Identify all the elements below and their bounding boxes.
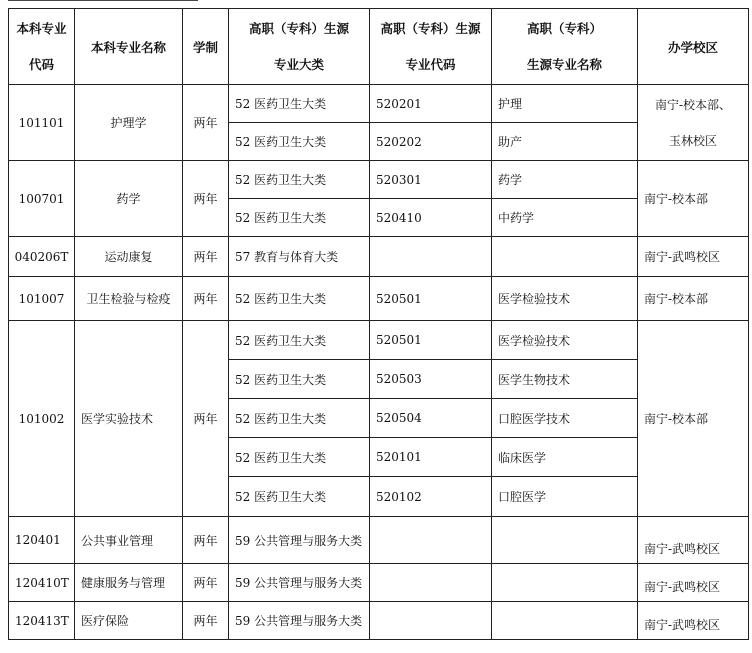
source-name-cell xyxy=(492,602,638,640)
program-code-cell: 100701 xyxy=(9,161,75,237)
duration-cell: 两年 xyxy=(183,321,229,517)
source-name-cell: 口腔医学 xyxy=(492,477,638,517)
program-code-cell: 040206T xyxy=(9,237,75,277)
source-name-cell: 口腔医学技术 xyxy=(492,399,638,438)
program-code-cell: 101002 xyxy=(9,321,75,517)
source-name-cell: 药学 xyxy=(492,161,638,199)
category-cell: 52 医药卫生大类 xyxy=(229,85,370,123)
table-row xyxy=(9,321,749,360)
source-code-cell xyxy=(370,517,492,564)
program-name-cell: 健康服务与管理 xyxy=(75,564,183,602)
program-name-cell: 护理学 xyxy=(75,85,183,161)
campus-line: 南宁-武鸣校区 xyxy=(644,580,721,594)
source-code-cell: 520101 xyxy=(370,438,492,477)
campus-cell xyxy=(638,564,749,602)
category-cell: 59 公共管理与服务大类 xyxy=(229,564,370,602)
program-name-cell: 药学 xyxy=(75,161,183,237)
duration-cell: 两年 xyxy=(183,237,229,277)
category-cell: 52 医药卫生大类 xyxy=(229,161,370,199)
campus-line: 南宁-武鸣校区 xyxy=(644,250,721,264)
duration-cell: 两年 xyxy=(183,602,229,640)
program-name-cell: 运动康复 xyxy=(75,237,183,277)
campus-cell xyxy=(638,321,749,517)
source-code-cell: 520501 xyxy=(370,277,492,321)
category-cell: 52 医药卫生大类 xyxy=(229,277,370,321)
duration-cell: 两年 xyxy=(183,277,229,321)
source-code-cell: 520202 xyxy=(370,123,492,161)
campus-cell xyxy=(638,85,749,161)
source-name-cell: 助产 xyxy=(492,123,638,161)
source-name-cell: 中药学 xyxy=(492,199,638,237)
program-code-cell: 120401 xyxy=(9,517,75,564)
category-cell: 52 医药卫生大类 xyxy=(229,360,370,399)
header-source-code: 高职（专科）生源 专业代码 xyxy=(370,9,492,85)
source-name-cell xyxy=(492,517,638,564)
source-name-cell: 医学检验技术 xyxy=(492,321,638,360)
duration-cell: 两年 xyxy=(183,161,229,237)
campus-line: 南宁-校本部 xyxy=(644,292,709,306)
category-cell: 59 公共管理与服务大类 xyxy=(229,517,370,564)
table-row xyxy=(9,564,749,602)
table-row xyxy=(9,602,749,640)
category-cell: 52 医药卫生大类 xyxy=(229,123,370,161)
campus-line: 南宁-校本部 xyxy=(644,192,709,206)
category-cell: 52 医药卫生大类 xyxy=(229,321,370,360)
source-code-cell: 520503 xyxy=(370,360,492,399)
category-cell: 59 公共管理与服务大类 xyxy=(229,602,370,640)
source-code-cell xyxy=(370,564,492,602)
source-name-cell: 临床医学 xyxy=(492,438,638,477)
campus-cell xyxy=(638,602,749,640)
top-rule xyxy=(8,0,198,3)
header-code: 本科专业 代码 xyxy=(9,9,75,85)
table-row xyxy=(9,277,749,321)
table-row xyxy=(9,85,749,123)
category-cell: 52 医药卫生大类 xyxy=(229,399,370,438)
campus-line: 玉林校区 xyxy=(668,133,717,148)
program-name-cell: 医学实验技术 xyxy=(75,321,183,517)
header-name: 本科专业名称 xyxy=(75,9,183,85)
duration-cell: 两年 xyxy=(183,564,229,602)
program-name-cell: 卫生检验与检疫 xyxy=(75,277,183,321)
source-code-cell: 520504 xyxy=(370,399,492,438)
header-category: 高职（专科）生源 专业大类 xyxy=(229,9,370,85)
category-cell: 52 医药卫生大类 xyxy=(229,199,370,237)
category-cell: 52 医药卫生大类 xyxy=(229,438,370,477)
source-name-cell: 医学检验技术 xyxy=(492,277,638,321)
campus-line: 南宁-校本部 xyxy=(644,412,709,426)
program-table xyxy=(8,8,749,640)
source-code-cell xyxy=(370,602,492,640)
source-name-cell: 医学生物技术 xyxy=(492,360,638,399)
source-name-cell xyxy=(492,237,638,277)
campus-line: 南宁-武鸣校区 xyxy=(644,618,721,632)
program-code-cell: 101007 xyxy=(9,277,75,321)
source-name-cell: 护理 xyxy=(492,85,638,123)
source-code-cell: 520102 xyxy=(370,477,492,517)
campus-cell xyxy=(638,517,749,564)
source-code-cell xyxy=(370,237,492,277)
header-duration: 学制 xyxy=(183,9,229,85)
program-code-cell: 120413T xyxy=(9,602,75,640)
source-code-cell: 520501 xyxy=(370,321,492,360)
table-row xyxy=(9,161,749,199)
category-cell: 57 教育与体育大类 xyxy=(229,237,370,277)
program-code-cell: 101101 xyxy=(9,85,75,161)
header-source-name: 高职（专科） 生源专业名称 xyxy=(492,9,638,85)
source-code-cell: 520410 xyxy=(370,199,492,237)
category-cell: 52 医药卫生大类 xyxy=(229,477,370,517)
header-row xyxy=(9,9,749,85)
campus-cell xyxy=(638,161,749,237)
header-campus: 办学校区 xyxy=(638,9,749,85)
source-name-cell xyxy=(492,564,638,602)
campus-line: 南宁-校本部、 xyxy=(654,97,732,112)
duration-cell: 两年 xyxy=(183,85,229,161)
program-name-cell: 公共事业管理 xyxy=(75,517,183,564)
source-code-cell: 520201 xyxy=(370,85,492,123)
duration-cell: 两年 xyxy=(183,517,229,564)
table-row xyxy=(9,237,749,277)
campus-cell xyxy=(638,277,749,321)
campus-cell xyxy=(638,237,749,277)
program-code-cell: 120410T xyxy=(9,564,75,602)
program-name-cell: 医疗保险 xyxy=(75,602,183,640)
campus-line: 南宁-武鸣校区 xyxy=(644,542,721,556)
source-code-cell: 520301 xyxy=(370,161,492,199)
table-row xyxy=(9,517,749,564)
